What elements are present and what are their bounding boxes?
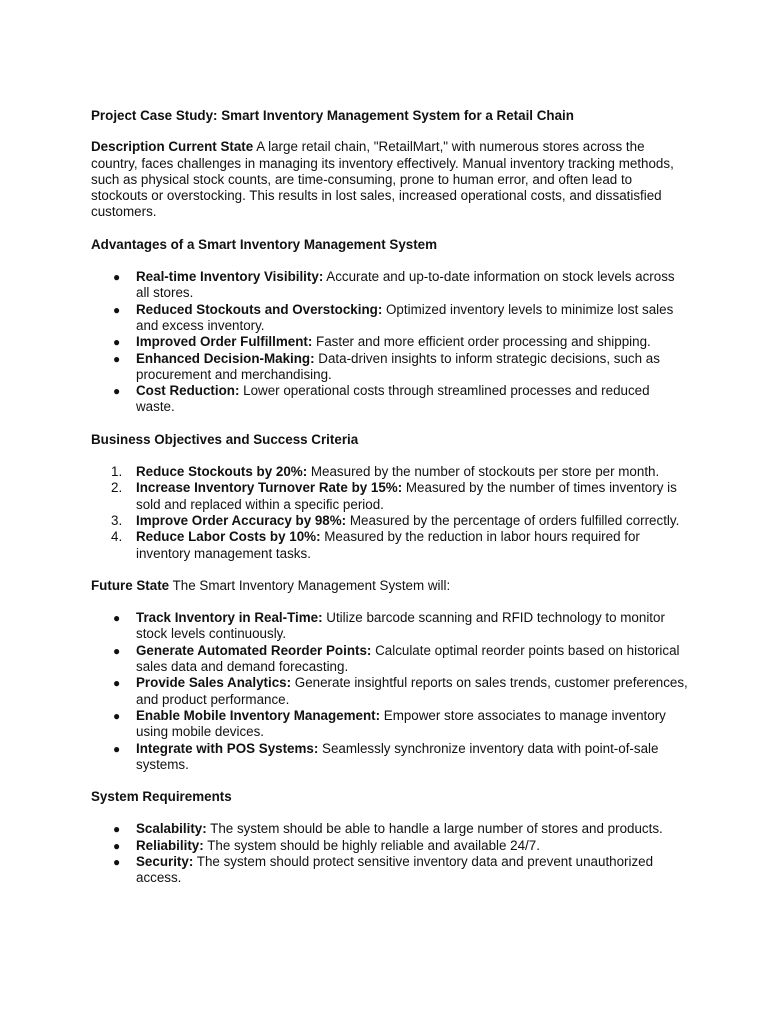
future-state-list xyxy=(91,610,691,773)
item-number: 2. xyxy=(111,480,123,496)
item-text: The system should protect sensitive inventory data and prevent unauthorized access. xyxy=(136,853,654,886)
list-item xyxy=(91,838,691,854)
advantages-heading: Advantages of a Smart Inventory Management System xyxy=(91,236,438,252)
list-item xyxy=(91,854,691,887)
item-text: Measured by the number of stockouts per store per month. xyxy=(307,464,660,480)
item-term: Reliability: xyxy=(136,837,204,853)
item-text: Generate insightful reports on sales trends, customer preferences, and product performance. xyxy=(136,675,688,707)
item-number: 4. xyxy=(111,529,123,545)
item-text: Lower operational costs through streamlined processes and reduced waste. xyxy=(136,383,650,415)
list-item xyxy=(91,821,691,837)
item-text: Accurate and up-to-date information on stock levels across all stores. xyxy=(136,269,675,301)
list-item xyxy=(91,334,691,350)
item-text: Measured by the percentage of orders fulfilled correctly. xyxy=(346,512,680,528)
item-term: Improve Order Accuracy by 98%: xyxy=(136,512,347,528)
list-item xyxy=(91,269,691,302)
list-item xyxy=(91,741,691,774)
list-item xyxy=(91,610,691,643)
list-item xyxy=(91,675,691,708)
item-term: Reduce Labor Costs by 10%: xyxy=(136,529,321,545)
item-text: Utilize barcode scanning and RFID technology to monitor stock levels continuously. xyxy=(136,610,665,642)
bullet-icon: ● xyxy=(113,741,121,756)
requirements-list xyxy=(91,821,691,886)
item-text: The system should be able to handle a large number of stores and products. xyxy=(206,821,663,837)
item-text: Faster and more efficient order processing and shipping. xyxy=(312,334,651,350)
list-item xyxy=(91,351,691,384)
bullet-icon: ● xyxy=(113,351,121,366)
bullet-icon: ● xyxy=(113,854,121,869)
item-term: Integrate with POS Systems: xyxy=(136,740,319,756)
item-number: 1. xyxy=(111,464,123,480)
list-item xyxy=(91,643,691,676)
item-term: Cost Reduction: xyxy=(136,383,240,399)
item-term: Reduce Stockouts by 20%: xyxy=(136,464,308,480)
bullet-icon: ● xyxy=(113,676,121,691)
bullet-icon: ● xyxy=(113,335,121,350)
item-term: Scalability: xyxy=(136,821,207,837)
bullet-icon: ● xyxy=(113,838,121,853)
item-text: Optimized inventory levels to minimize lost sales and excess inventory. xyxy=(136,301,674,333)
list-item xyxy=(91,529,691,562)
bullet-icon: ● xyxy=(113,270,121,285)
item-number: 3. xyxy=(111,512,123,528)
item-text: The system should be highly reliable and available 24/7. xyxy=(203,837,540,853)
bullet-icon: ● xyxy=(113,643,121,658)
future-state-paragraph xyxy=(91,578,691,594)
advantages-list xyxy=(91,269,691,416)
item-text: Empower store associates to manage inventory using mobile devices. xyxy=(136,707,666,740)
item-term: Reduced Stockouts and Overstocking: xyxy=(136,301,383,317)
item-text: Calculate optimal reorder points based on historical sales data and demand forecasting. xyxy=(136,642,680,675)
list-item xyxy=(91,302,691,335)
requirements-heading: System Requirements xyxy=(91,789,232,805)
document-content xyxy=(91,108,691,903)
item-text: Measured by the number of times inventory is sold and replaced within a specific period. xyxy=(136,480,677,512)
item-term: Enable Mobile Inventory Management: xyxy=(136,707,381,723)
bullet-icon: ● xyxy=(113,384,121,399)
list-item xyxy=(91,708,691,741)
item-term: Generate Automated Reorder Points: xyxy=(136,642,372,658)
item-term: Enhanced Decision-Making: xyxy=(136,350,315,366)
item-term: Improved Order Fulfillment: xyxy=(136,334,313,350)
description-text: A large retail chain, "RetailMart," with numerous stores across the country, faces challenges in managing its inventory effectively. Manual inventory tracking methods, such as physical stock counts, are time-consuming, prone to human error, and often lead to stockouts or overstocking. This results in lost sales, increased operational costs, and dissatisfied customers. xyxy=(91,139,674,220)
description-paragraph xyxy=(91,139,691,220)
bullet-icon: ● xyxy=(113,611,121,626)
item-text: Seamlessly synchronize inventory data with point-of-sale systems. xyxy=(136,740,659,772)
list-item xyxy=(91,464,691,480)
document-title: Project Case Study: Smart Inventory Management System for a Retail Chain xyxy=(91,108,574,123)
item-text: Measured by the reduction in labor hours required for inventory management tasks. xyxy=(136,529,640,561)
future-state-text: The Smart Inventory Management System will: xyxy=(169,577,451,593)
bullet-icon: ● xyxy=(113,822,121,837)
objectives-heading: Business Objectives and Success Criteria xyxy=(91,431,359,447)
bullet-icon: ● xyxy=(113,708,121,723)
item-text: Data-driven insights to inform strategic decisions, such as procurement and merchandising. xyxy=(136,350,660,382)
description-label: Description Current State xyxy=(91,139,254,155)
future-state-label: Future State xyxy=(91,577,170,593)
objectives-list xyxy=(91,464,691,562)
list-item xyxy=(91,383,691,416)
list-item xyxy=(91,480,691,513)
item-term: Provide Sales Analytics: xyxy=(136,675,292,691)
item-term: Real-time Inventory Visibility: xyxy=(136,269,324,285)
item-term: Security: xyxy=(136,853,194,869)
item-term: Increase Inventory Turnover Rate by 15%: xyxy=(136,480,403,496)
item-term: Track Inventory in Real-Time: xyxy=(136,610,323,626)
list-item xyxy=(91,513,691,529)
bullet-icon: ● xyxy=(113,302,121,317)
